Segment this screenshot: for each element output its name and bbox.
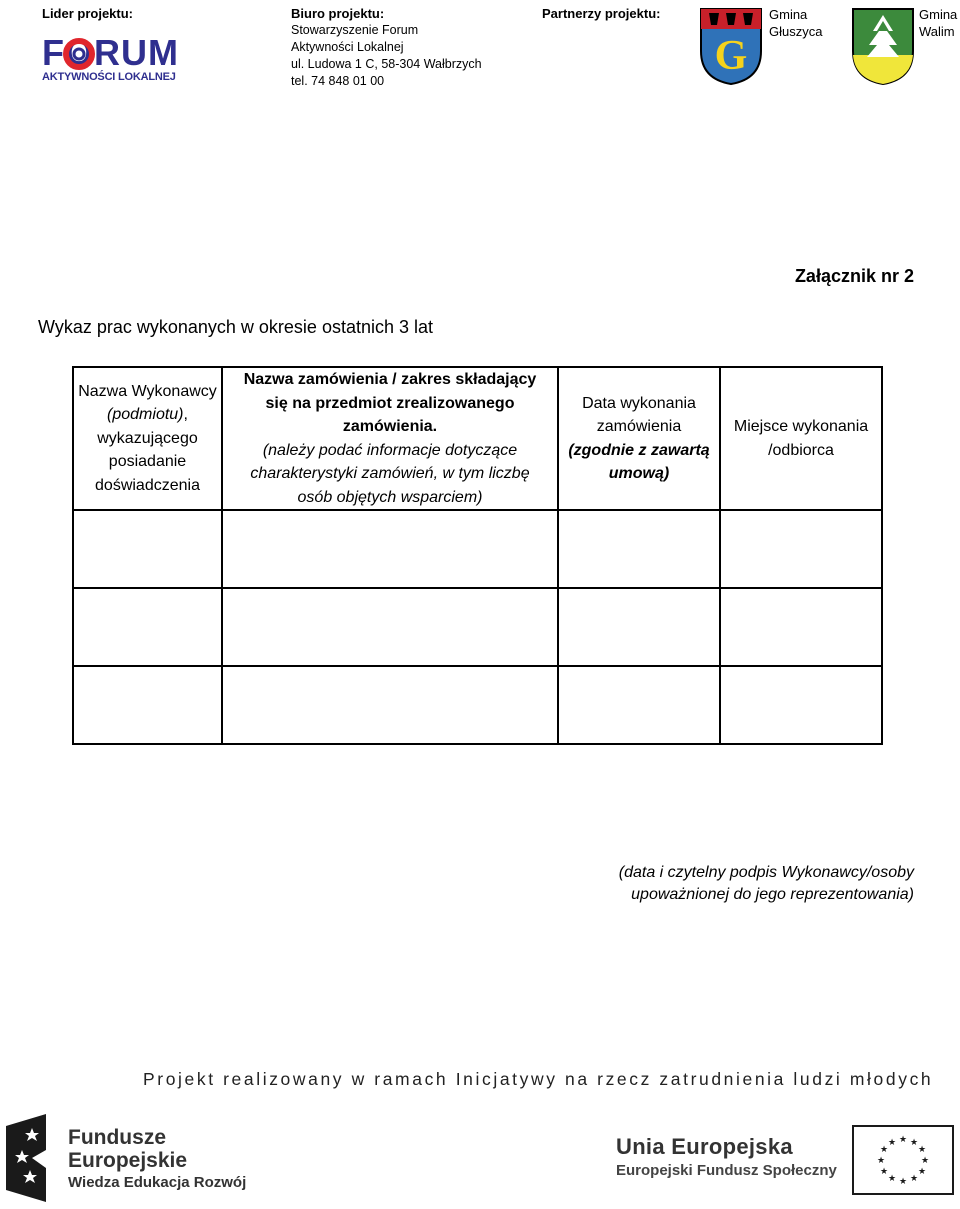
header-note: (należy podać informacje dotyczące charakterystyki zamówień, w tym liczbę osób objętych wsparciem) (250, 441, 530, 506)
svg-text:★: ★ (887, 1174, 897, 1184)
header-note: (zgodnie z zawartą umową) (568, 441, 710, 482)
header-text: Nazwa Wykonawcy (78, 382, 217, 400)
header-text: , (183, 406, 188, 424)
table-row (73, 666, 882, 744)
table-cell (558, 588, 720, 666)
fundusze-europejskie-text (68, 1126, 246, 1194)
table-cell (720, 510, 882, 588)
forum-logo-text: FORUM (42, 32, 179, 73)
eu-text (616, 1134, 837, 1179)
svg-text:★: ★ (898, 1135, 908, 1145)
forum-o-ring-icon (62, 37, 96, 71)
partners-label: Partnerzy projektu: (542, 6, 661, 21)
table-cell (73, 510, 222, 588)
table-cell (73, 666, 222, 744)
header-date (558, 367, 720, 510)
signature-line: (data i czytelny podpis Wykonawcy/osoby (618, 864, 914, 881)
header-order-name (222, 367, 558, 510)
header-text: Miejsce wykonania /odbiorca (733, 418, 869, 459)
fundusze-europejskie-logo-icon (2, 1112, 52, 1209)
header-place (720, 367, 882, 510)
svg-text:★: ★ (879, 1145, 889, 1155)
table-cell (720, 666, 882, 744)
table-cell (222, 588, 558, 666)
forum-logo-subtext: AKTYWNOŚCI LOKALNEJ (42, 71, 176, 83)
works-table (72, 366, 883, 745)
header-text: Data wykonania zamówienia (582, 394, 696, 435)
office-line: Aktywności Lokalnej (291, 40, 404, 54)
table-cell (558, 666, 720, 744)
fe-line: Europejskie (68, 1149, 188, 1172)
office-address (291, 22, 482, 90)
partner-line: Gmina (919, 7, 958, 22)
table-cell (222, 666, 558, 744)
table-header-row (73, 367, 882, 510)
header-contractor (73, 367, 222, 510)
annex-number: Załącznik nr 2 (794, 266, 914, 286)
table-row (73, 510, 882, 588)
table-cell (558, 510, 720, 588)
fe-line: Wiedza Edukacja Rozwój (68, 1174, 247, 1191)
forum-logo (42, 32, 192, 90)
document-title: Wykaz prac wykonanych w okresie ostatnich 3 lat (38, 317, 434, 337)
svg-text:★: ★ (920, 1156, 930, 1166)
svg-text:★: ★ (879, 1167, 889, 1177)
eu-flag-icon (852, 1125, 954, 1200)
svg-text:★: ★ (887, 1138, 897, 1148)
svg-text:★: ★ (917, 1167, 927, 1177)
project-statement: Projekt realizowany w ramach Inicjatywy na rzecz zatrudnienia ludzi młodych (143, 1069, 934, 1089)
office-line: tel. 74 848 01 00 (291, 74, 385, 88)
office-label: Biuro projektu: (291, 6, 385, 21)
header-text: Nazwa zamówienia / zakres składający się na przedmiot zrealizowanego zamówienia. (243, 371, 537, 435)
leader-label: Lider projektu: (42, 6, 134, 21)
svg-text:★: ★ (909, 1174, 919, 1184)
eu-subtitle: Europejski Fundusz Społeczny (616, 1162, 837, 1179)
partner-line: Głuszyca (769, 24, 823, 39)
gluszyca-crest-icon (699, 7, 763, 85)
header-text: wykazującego posiadanie doświadczenia (95, 429, 200, 494)
table-cell (720, 588, 882, 666)
walim-crest-icon (851, 7, 915, 85)
signature-note (619, 862, 914, 906)
partner-line: Gmina (769, 7, 808, 22)
office-line: Stowarzyszenie Forum (291, 23, 419, 37)
office-line: ul. Ludowa 1 C, 58-304 Wałbrzych (291, 57, 482, 71)
svg-text:★: ★ (909, 1138, 919, 1148)
partner-line: Walim (919, 24, 955, 39)
table-cell (222, 510, 558, 588)
table-cell (73, 588, 222, 666)
fe-line: Fundusze (68, 1126, 166, 1149)
partner-gluszyca (769, 6, 822, 40)
eu-title: Unia Europejska (616, 1134, 793, 1159)
svg-text:★: ★ (917, 1145, 927, 1155)
svg-text:★: ★ (898, 1177, 908, 1187)
svg-text:G: G (714, 33, 748, 79)
svg-text:★: ★ (876, 1156, 886, 1166)
signature-line: upoważnionej do jego reprezentowania) (631, 886, 914, 903)
partner-walim (919, 6, 957, 40)
header-note: (podmiotu) (107, 406, 184, 424)
table-row (73, 588, 882, 666)
